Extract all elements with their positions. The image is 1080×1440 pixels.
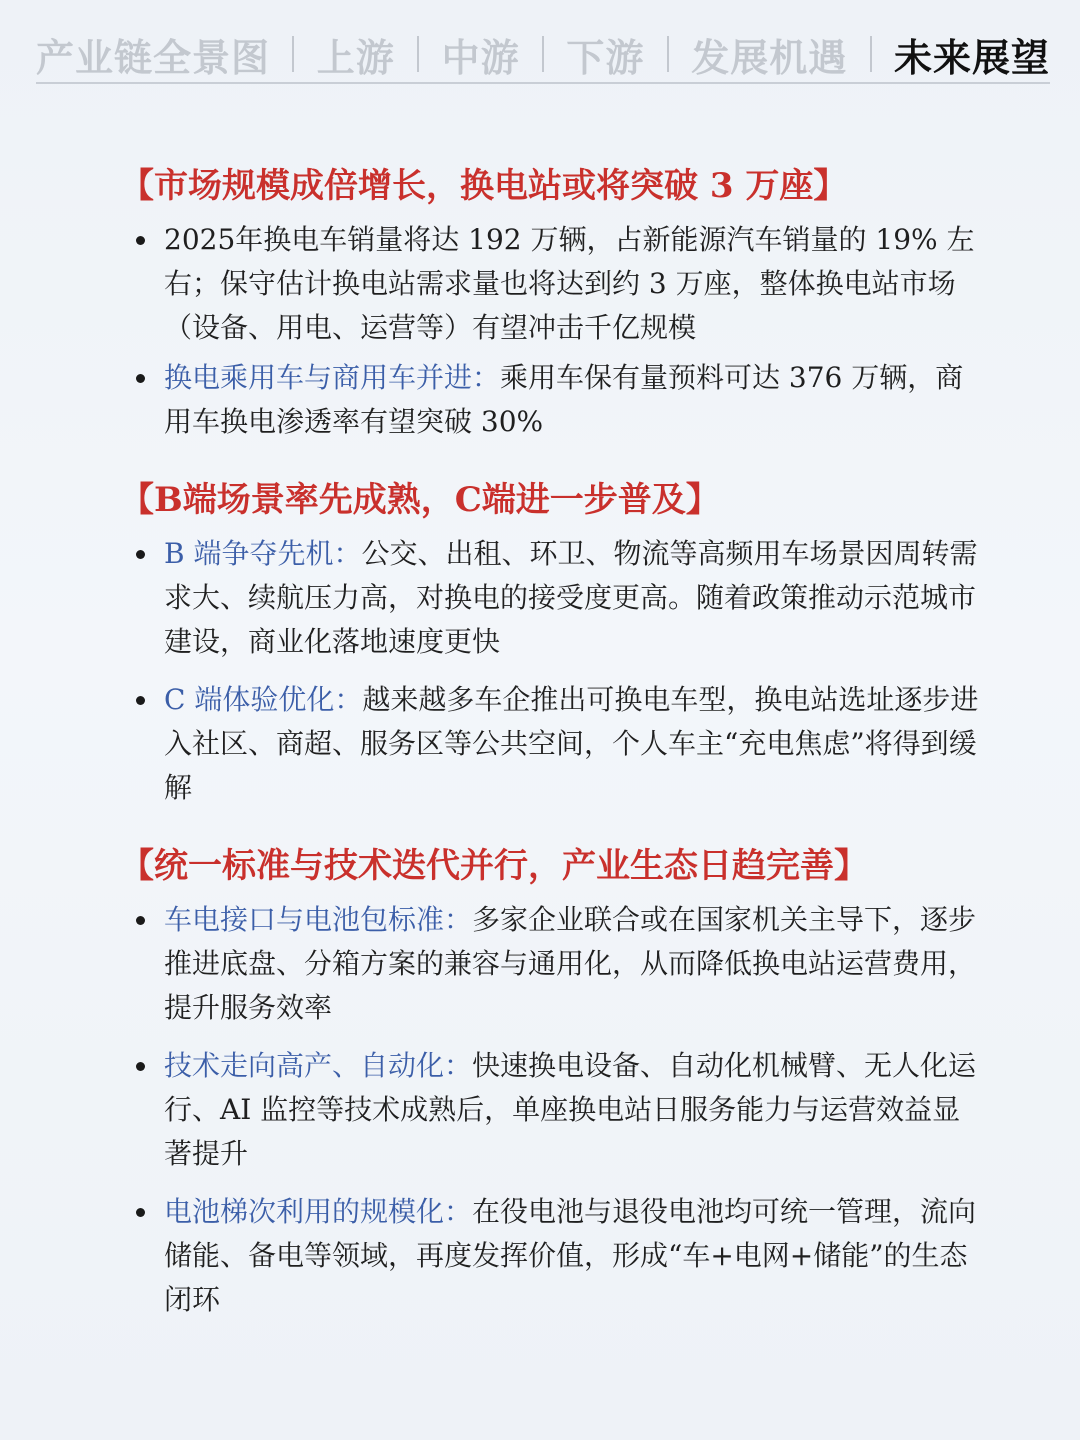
tab-development-opportunities[interactable]: 发展机遇 [691, 34, 848, 80]
tab-industry-chain-overview[interactable]: 产业链全景图 [36, 34, 271, 80]
section-title: 【统一标准与技术迭代并行，产业生态日趋完善】 [120, 846, 868, 886]
bullet-body: 快速换电设备、自动化机械臂、无人化运行、AI 监控等技术成熟后，单座换电站日服务能力与运营效益显著提升 [164, 1049, 977, 1170]
list-item [120, 218, 980, 350]
list-item [120, 532, 980, 664]
tab-downstream[interactable]: 下游 [566, 34, 645, 80]
bullet-dot-icon [136, 374, 145, 383]
nav-divider [417, 36, 419, 72]
bullet-body: 乘用车保有量预料可达 376 万辆，商用车换电渗透率有望突破 30% [164, 361, 964, 438]
bullet-body: 多家企业联合或在国家机关主导下，逐步推进底盘、分箱方案的兼容与通用化，从而降低换电站运营费用，提升服务效率 [164, 903, 977, 1024]
section-b-c-scenarios [120, 474, 980, 810]
nav-divider [870, 36, 872, 72]
bullet-dot-icon [136, 916, 145, 925]
bullet-dot-icon [136, 550, 145, 559]
bullet-dot-icon [136, 696, 145, 705]
nav-divider [292, 36, 294, 72]
section-title: 【B端场景率先成熟，C端进一步普及】 [120, 480, 720, 520]
bullet-lead: 换电乘用车与商用车并进： [164, 361, 501, 394]
bullet-body: 2025年换电车销量将达 192 万辆，占新能源汽车销量的 19% 左右；保守估计换电站需求量也将达到约 3 万座，整体换电站市场（设备、用电、运营等）有望冲击千亿规模 [164, 223, 975, 344]
tab-midstream[interactable]: 中游 [441, 34, 520, 80]
bullet-dot-icon [136, 1208, 145, 1217]
section-standards-tech [120, 840, 980, 1322]
nav-divider [667, 36, 669, 72]
tab-future-outlook[interactable]: 未来展望 [893, 34, 1050, 80]
bullet-dot-icon [136, 236, 145, 245]
tab-upstream[interactable]: 上游 [316, 34, 395, 80]
nav-divider [542, 36, 544, 72]
list-item [120, 1190, 980, 1322]
list-item [120, 678, 980, 810]
list-item [120, 356, 980, 444]
bullet-lead: C 端体验优化： [164, 683, 363, 716]
bullet-body: 在役电池与退役电池均可统一管理，流向储能、备电等领域，再度发挥价值，形成“车+电网+储能”的生态闭环 [164, 1195, 977, 1316]
section-market-scale [120, 160, 980, 444]
section-title: 【市场规模成倍增长，换电站或将突破 3 万座】 [120, 166, 848, 206]
list-item [120, 898, 980, 1030]
bullet-lead: B 端争夺先机： [164, 537, 362, 570]
bullet-lead: 车电接口与电池包标准： [164, 903, 473, 936]
bullet-dot-icon [136, 1062, 145, 1071]
bullet-body: 公交、出租、环卫、物流等高频用车场景因周转需求大、续航压力高，对换电的接受度更高。随着政策推动示范城市建设，商业化落地速度更快 [164, 537, 978, 658]
main-content [120, 160, 980, 1352]
bullet-lead: 技术走向高产、自动化： [164, 1049, 473, 1082]
bullet-body: 越来越多车企推出可换电车型，换电站选址逐步进入社区、商超、服务区等公共空间，个人车主“充电焦虑”将得到缓解 [164, 683, 979, 804]
bullet-lead: 电池梯次利用的规模化： [164, 1195, 473, 1228]
top-nav [36, 26, 1050, 84]
list-item [120, 1044, 980, 1176]
